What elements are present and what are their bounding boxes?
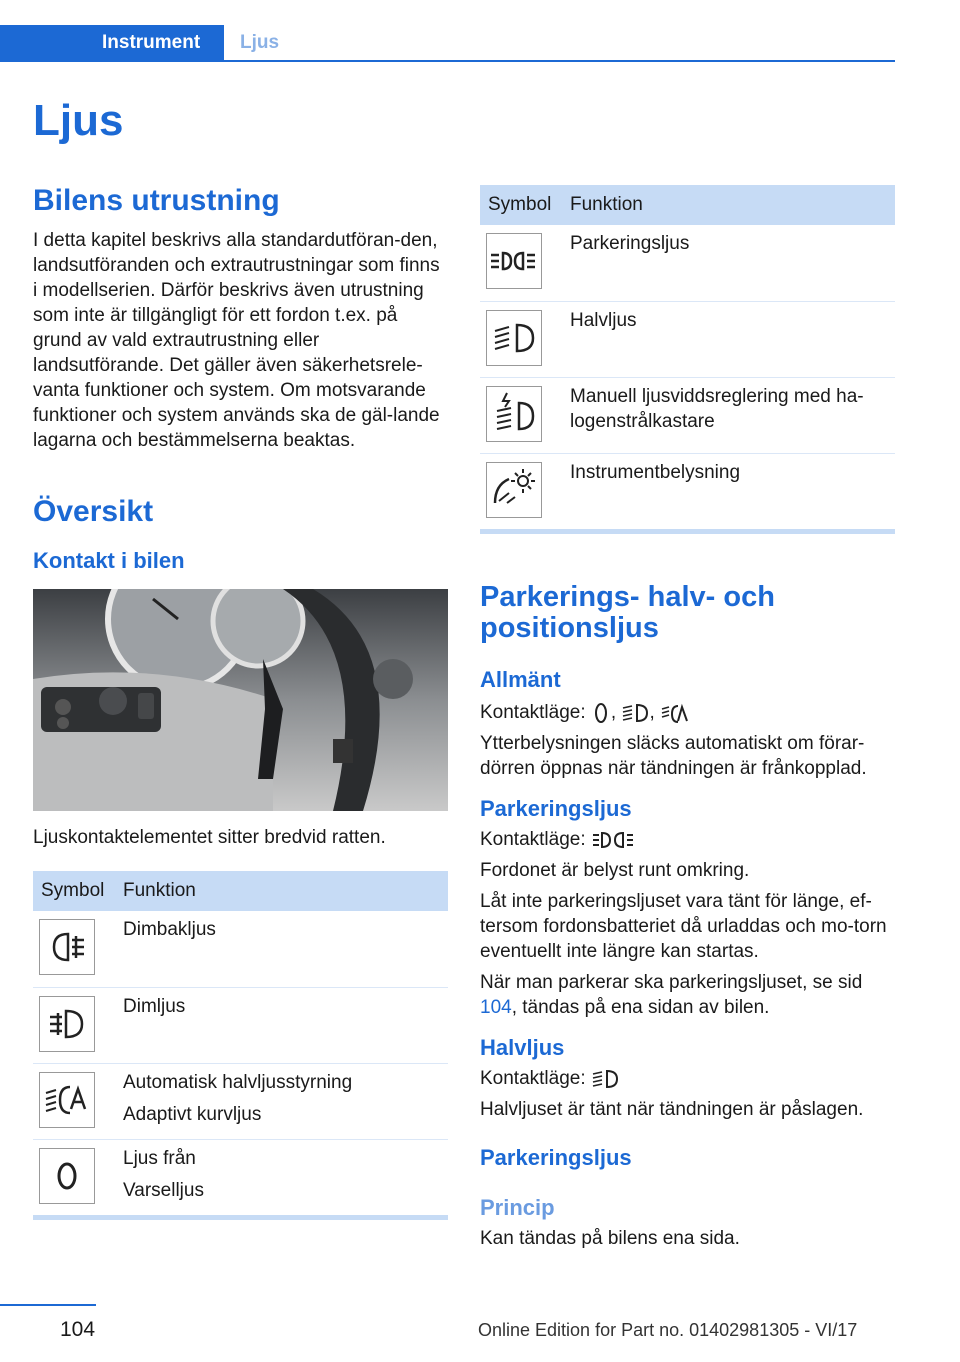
separator: , <box>649 702 655 723</box>
dashboard-illustration <box>33 589 448 811</box>
col-function: Funktion <box>115 871 448 911</box>
equipment-text: I detta kapitel beskrivs alla standardutföran-den, landsutföranden och extrautrustningar som finns i modellserien. Därför beskrivs även utrustning som inte är tillgängligt för ett fordon t.ex. på grund av vald extrautrustning eller landsutförande. Det gäller även säkerhetsrele-vanta funktioner och system. Om motsvarande funktioner och system används ska de gäl-lande lagarna och bestämmelserna beaktas. <box>33 230 440 451</box>
function-text: Halvljus <box>570 309 637 331</box>
footer-rule <box>0 1304 96 1306</box>
page-number: 104 <box>60 1318 96 1341</box>
low-beam-icon <box>591 1067 619 1091</box>
parking-text-3 <box>480 970 895 1020</box>
table-row <box>33 1063 448 1139</box>
lowbeam-heading: Halvljus <box>480 1035 565 1060</box>
instrument-lighting-icon <box>486 462 542 518</box>
table-row <box>480 301 895 377</box>
table-row <box>480 225 895 301</box>
parking-light-icon <box>591 829 639 851</box>
contact-heading: Kontakt i bilen <box>33 548 185 573</box>
lights-off-icon <box>39 1148 95 1204</box>
function-text: Manuell ljusviddsreglering med ha-logenstrålkastare <box>570 385 864 432</box>
col-symbol: Symbol <box>33 871 115 911</box>
general-heading: Allmänt <box>480 667 561 692</box>
left-symbol-table <box>33 871 448 1220</box>
contact-label: Kontaktläge: <box>480 702 586 723</box>
overview-heading: Översikt <box>33 495 154 528</box>
rear-fog-light-icon <box>39 919 95 975</box>
table-row <box>33 911 448 987</box>
parking2-heading: Parkeringsljus <box>480 1145 632 1170</box>
function-text: Instrumentbelysning <box>570 461 741 483</box>
separator: , <box>610 702 617 723</box>
parking-heading: Parkeringsljus <box>480 796 632 821</box>
function-text: Adaptivt kurvljus <box>123 1103 262 1125</box>
parking-text-2: Låt inte parkeringsljuset vara tänt för länge, ef-tersom fordonsbatteriet då urladdas och mo-torn eventuellt inte längre kan startas. <box>480 891 887 962</box>
general-text: Ytterbelysningen släcks automatiskt om förar-dörren öppnas när tändningen är frånkopplad. <box>480 733 867 779</box>
function-text: Dimljus <box>123 995 186 1017</box>
low-beam-icon <box>621 701 649 725</box>
function-text: Dimbakljus <box>123 919 216 940</box>
table-row <box>480 377 895 453</box>
lowbeam-contact-line <box>480 1066 895 1091</box>
section-heading: Parkerings- halv- och positionsljus <box>480 581 775 644</box>
general-contact-line <box>480 700 895 725</box>
page-title: Ljus <box>33 96 124 145</box>
table-row <box>33 987 448 1063</box>
principle-text: Kan tändas på bilens ena sida. <box>480 1228 740 1249</box>
col-symbol: Symbol <box>480 185 562 225</box>
page-link-104[interactable]: 104 <box>480 997 512 1018</box>
right-column <box>480 185 895 1251</box>
equipment-heading: Bilens utrustning <box>33 184 280 217</box>
function-text: Automatisk halvljusstyrning <box>123 1071 353 1093</box>
auto-headlight-icon <box>39 1072 95 1128</box>
headlight-range-icon <box>486 386 542 442</box>
left-column <box>33 184 448 1220</box>
table-row <box>33 1139 448 1215</box>
header-tab-instrument[interactable]: Instrument <box>0 25 224 61</box>
contact-label: Kontaktläge: <box>480 1068 586 1089</box>
lowbeam-text: Halvljuset är tänt när tändningen är påslagen. <box>480 1099 864 1120</box>
contact-label: Kontaktläge: <box>480 829 586 850</box>
dashboard-photo <box>33 589 448 811</box>
header-tab-ljus[interactable]: Ljus <box>240 32 280 53</box>
table-row <box>480 453 895 529</box>
right-symbol-table <box>480 185 895 534</box>
front-fog-light-icon <box>39 996 95 1052</box>
parking-text-3-b: , tändas på ena sidan av bilen. <box>511 997 770 1018</box>
col-function: Funktion <box>562 185 895 225</box>
function-text: Ljus från <box>123 1147 196 1169</box>
function-text: Varselljus <box>123 1179 204 1201</box>
parking-light-icon <box>486 233 542 289</box>
function-text: Parkeringsljus <box>570 233 690 254</box>
header-rule <box>0 60 895 62</box>
photo-caption: Ljuskontaktelementet sitter bredvid ratten. <box>33 827 386 848</box>
low-beam-icon <box>486 310 542 366</box>
auto-headlight-icon <box>660 701 688 725</box>
parking-text-1: Fordonet är belyst runt omkring. <box>480 860 750 881</box>
principle-heading: Princip <box>480 1195 555 1220</box>
table-end-bar <box>480 529 895 534</box>
footer-edition: Online Edition for Part no. 01402981305 - VI/17 <box>478 1320 858 1340</box>
lights-off-icon <box>591 701 611 725</box>
parking-contact-line <box>480 827 895 852</box>
table-end-bar <box>33 1215 448 1220</box>
parking-text-3-a: När man parkerar ska parkeringsljuset, se sid <box>480 972 863 993</box>
